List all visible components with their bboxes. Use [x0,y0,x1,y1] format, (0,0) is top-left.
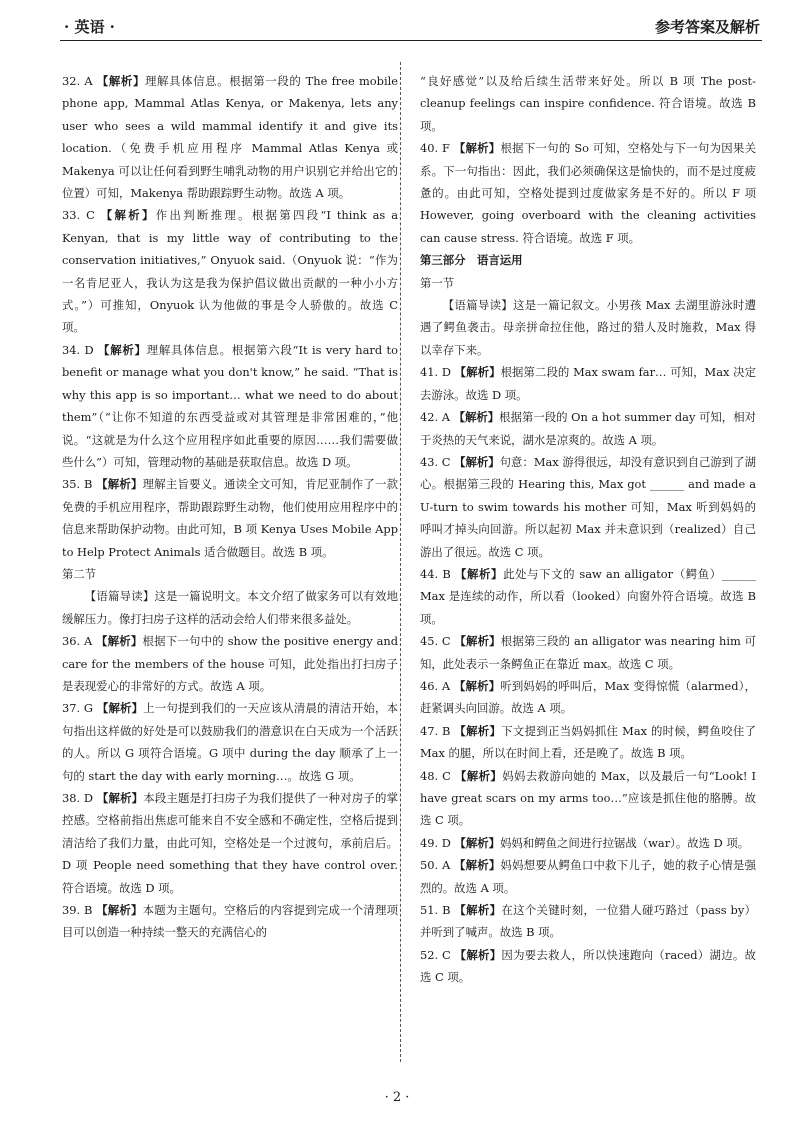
passage-guide: 【语篇导读】这是一篇说明文。本文介绍了做家务可以有效地缓解压力。像打扫房子这样的活动会给人们带来很多益处。 [62,589,398,626]
analysis-text: 妈妈去救游向她的 Max，以及最后一句“Look! I have great scars on my arms too…”应该是抓住他的胳膊。故选 C 项。 [420,768,756,828]
analysis-text: 听到妈妈的呼叫后，Max 变得惊慌（alarmed），赶紧调头向回游。故选 A 项。 [420,678,756,716]
analysis-text: 本段主题是打扫房子为我们提供了一种对房子的掌控感。空格前指出焦虑可能来自不安全感和不确定性，空格后提到清洁给了我们力量，由此可知，空格处是一个过渡句，承前启后。D 项 People need something that they have control over. 符合语境。故选 D 项。 [62,791,398,895]
page-header [60,14,762,41]
analysis-tag: 【解析】 [454,835,501,850]
answer-key: 38. D [62,791,97,805]
analysis-tag: 【解析】 [96,634,143,649]
answer-key: 39. B [62,903,97,918]
right-column [420,70,756,989]
analysis-text: 作出判断推理。根据第四段“I think as a Kenyan, that is my little way of contributing to the conservation initiatives,” Onyuok said.（Onyuok 说：“作为一名肯尼亚人，我认为这是我为保护倡议做出贡献的一种小小方式。”）可推知，Onyuok 认为他做的事是令人骄傲的。故选 C 项。 [62,208,398,335]
answer-key: 40. F [420,141,454,156]
subsection-heading: 第一节 [420,275,455,290]
analysis-text: 妈妈和鳄鱼之间进行拉锯战（war）。故选 D 项。 [500,835,750,850]
answer-key: 48. C [420,768,455,783]
analysis-text: 妈妈想要从鳄鱼口中救下儿子，她的救子心情是强烈的。故选 A 项。 [420,858,756,895]
answer-key: 50. A [420,858,455,873]
column-divider [400,62,401,1062]
answer-item [420,630,756,675]
analysis-tag: 【解析】 [454,858,501,873]
analysis-text: 根据第一段的 On a hot summer day 可知，相对于炎热的天气来说，湖水是凉爽的。故选 A 项。 [420,410,756,447]
subject-label: · 英语 · [64,18,115,36]
section-title: 参考答案及解析 [654,18,760,36]
answer-item [420,720,756,765]
answer-key: 37. G [62,701,97,716]
answer-key: 35. B [62,477,97,492]
analysis-text: 根据第三段的 an alligator was nearing him 可知，此处表示一条鳄鱼正在靠近 max。故选 C 项。 [420,634,756,671]
analysis-tag: 【解析】 [453,141,501,156]
analysis-text: 根据下一句的 So 可知，空格处与下一句为因果关系。下一句指出：因此，我们必须确保这是愉快的，而不是过度疲惫的。由此可知，空格处提到过度做家务是不好的。所以 F 项 However, going overboard with the cleaning activities can cause stress. 符合语境。故选 F 项。 [420,141,756,245]
answer-item [420,899,756,944]
analysis-text: 理解主旨要义。通读全文可知，肯尼亚制作了一款免费的手机应用程序，帮助跟踪野生动物，他们使用应用程序中的信息来帮助保护动物。由此可知，B 项 Kenya Uses Mobile App to Help Protect Animals 适合做题目。故选 B 项。 [62,477,398,559]
analysis-text: 根据第二段的 Max swam far… 可知，Max 决定去游泳。故选 D 项。 [420,365,756,402]
analysis-tag: 【解析】 [454,723,502,738]
analysis-text: 因为要去救人，所以快速跑向（raced）湖边。故选 C 项。 [420,947,756,985]
answer-key: 41. D [420,365,455,380]
answer-item [420,765,756,832]
analysis-text: 理解具体信息。根据第六段“It is very hard to benefit or manage what you don't know,” he said. “That is why this app is so important… what we need to do about them”（“让你不知道的东西受益或对其管理是非常困难的，”他说。“这就是为什么这个应用程序如此重要的原因……我们需要做些什么”）可知，管理动物的基础是获取信息。故选 D 项。 [62,342,398,469]
answer-item [420,944,756,989]
answer-item [420,137,756,249]
analysis-text: 在这个关键时刻，一位猎人碰巧路过（pass by）并听到了喊声。故选 B 项。 [420,903,756,940]
analysis-tag: 【解析】 [454,947,502,962]
answer-item [420,563,756,630]
answer-key: 33. C [62,208,101,223]
answer-item [420,361,756,406]
analysis-tag: 【解析】 [454,903,502,918]
passage-guide: 【语篇导读】这是一篇记叙文。小男孩 Max 去湖里游泳时遭遇了鳄鱼袭击。母亲拼命拉住他，路过的猎人及时施救，Max 得以幸存下来。 [420,298,756,357]
answer-key: 43. C [420,454,455,469]
analysis-text: 句意：Max 游得很远，却没有意识到自己游到了湖心。根据第三段的 Hearing this, Max got ______ and made a U-turn to swim towards his mother 可知，Max 听到妈妈的呼叫才掉头向回游。所以起初 Max 并未意识到（realized）自己游出了很远。故选 C 项。 [420,454,756,559]
answer-item [62,473,398,563]
analysis-tag: 【解析】 [96,903,143,918]
answer-item [62,787,398,899]
analysis-text: 本题为主题句。空格后的内容提到完成一个清理项目可以创造一种持续一整天的充满信心的 [62,903,398,940]
answer-item [62,339,398,473]
answer-key: 52. C [420,947,455,962]
analysis-tag: 【解析】 [454,634,501,649]
analysis-text: 下文提到正当妈妈抓住 Max 的时候，鳄鱼咬住了 Max 的腿，所以在时间上看，还是晚了。故选 B 项。 [420,723,756,761]
section-heading: 第三部分 语言运用 [420,253,523,268]
page-number: · 2 · [384,1090,410,1105]
answer-key: 42. A [420,410,454,425]
analysis-text: 根据下一句中的 show the positive energy and care for the members of the house 可知，此处指出打扫房子是表现爱心的非常好的方式。故选 A 项。 [62,634,398,693]
analysis-tag: 【解析】 [454,768,503,783]
answer-key: 49. D [420,835,455,850]
answer-item [420,832,756,854]
answer-key: 46. A [420,678,454,693]
answer-item [62,697,398,787]
answer-item [62,70,398,204]
paragraph: “良好感觉”以及给后续生活带来好处。所以 B 项 The post-cleanup feelings can inspire confidence. 符合语境。故选 B 项。 [420,74,756,133]
analysis-tag: 【解析】 [96,74,145,88]
answer-item [420,451,756,563]
analysis-tag: 【解析】 [98,342,147,357]
answer-key: 44. B [420,566,455,581]
analysis-tag: 【解析】 [454,566,504,581]
analysis-tag: 【解析】 [454,454,500,469]
answer-key: 36. A [62,634,97,649]
subsection-heading: 第二节 [62,566,97,581]
answer-item [420,406,756,451]
analysis-tag: 【解析】 [96,791,144,805]
answer-item [420,854,756,899]
analysis-tag: 【解析】 [453,678,501,693]
analysis-tag: 【解析】 [453,410,500,425]
answer-key: 47. B [420,723,455,738]
answer-item [62,204,398,338]
analysis-text: 此处与下文的 saw an alligator（鳄鱼）______ Max 是连续的动作，所以看（looked）向窗外符合语境。故选 B 项。 [420,566,756,626]
analysis-tag: 【解析】 [96,477,143,492]
answer-item [62,630,398,697]
answer-key: 45. C [420,634,455,649]
left-column [62,70,398,944]
answer-item [62,899,398,944]
answer-key: 34. D [62,342,99,357]
analysis-tag: 【解析】 [96,701,144,716]
analysis-text: 理解具体信息。根据第一段的 The free mobile phone app, Mammal Atlas Kenya, or Makenya, lets any user who sees a wild mammal identify it and give its location.（免费手机应用程序 Mammal Atlas Kenya 或 Makenya 可以让任何看到野生哺乳动物的用户识别它并给出它的位置）可知，Makenya 帮助跟踪野生动物。故选 A 项。 [62,74,398,201]
answer-key: 32. A [62,74,97,88]
analysis-tag: 【解析】 [454,365,501,380]
analysis-tag: 【解析】 [100,208,156,223]
answer-key: 51. B [420,903,455,918]
analysis-text: 上一句提到我们的一天应该从清晨的清洁开始，本句指出这样做的好处是可以鼓励我们的潜意识在白天成为一个活跃的人。所以 G 项符合语境。G 项中 during the day 顺承了上一句的 start the day with early morning…。故选 G 项。 [62,701,398,783]
answer-item [420,675,756,720]
